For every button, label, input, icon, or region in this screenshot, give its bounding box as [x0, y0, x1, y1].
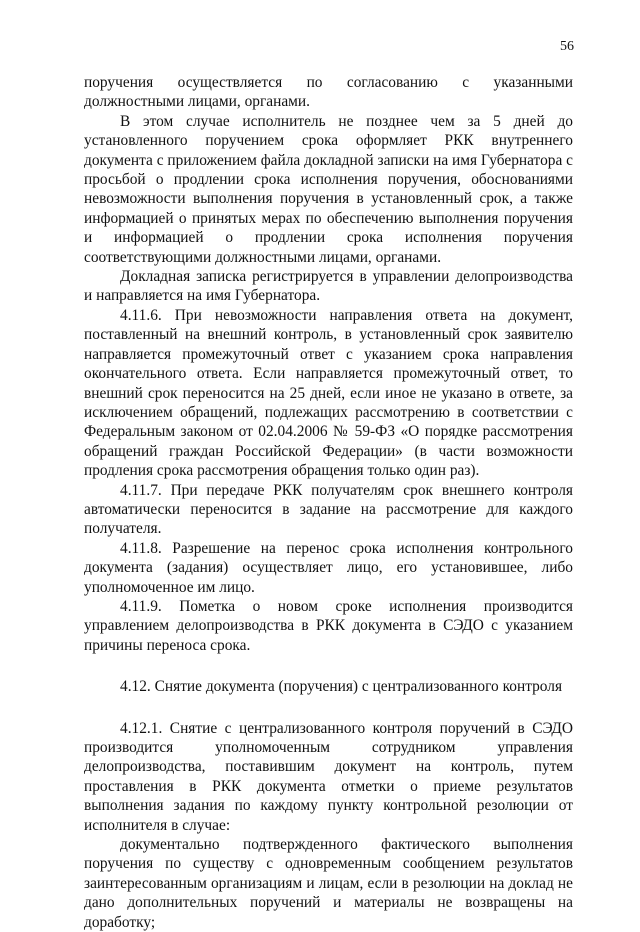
paragraph-4-11-7: 4.11.7. При передаче РКК получателям срок внешнего контроля автоматически переносится в задание на рассмотрение для каждого получателя.	[84, 481, 573, 538]
paragraph-documented-execution: документально подтвержденного фактического выполнения поручения по существу с одновременным сообщением результатов заинтересованным организациям и лицам, если в резолюции на доклад не дано дополнительных поручений и материалы не возвращены на доработку;	[84, 836, 573, 931]
paragraph-extension-request: В этом случае исполнитель не позднее чем за 5 дней до установленного поручением срока оформляет РКК внутреннего документа с приложением файла докладной записки на имя Губернатора с просьбой о продлении срока исполнения поручения, обоснованиями невозможности выполнения поручения в установленный срок, а также информацией о принятых мерах по обеспечению выполнения поручения и информацией о продлении срока исполнения поручения соответствующими должностными лицами, органами.	[84, 112, 573, 266]
paragraph-continuation: поручения осуществляется по согласованию с указанными должностными лицами, органами.	[84, 74, 573, 111]
document-body	[84, 73, 573, 932]
paragraph-4-12-1: 4.12.1. Снятие с централизованного контроля поручений в СЭДО производится уполномоченным сотрудником управления делопроизводства, поставившим документ на контроль, путем проставления в РКК документа отметки о приеме результатов выполнения задания по каждому пункту контрольной резолюции от исполнителя в случае:	[84, 719, 573, 834]
section-heading-4-12: 4.12. Снятие документа (поручения) с централизованного контроля	[120, 678, 563, 696]
paragraph-4-11-6: 4.11.6. При невозможности направления ответа на документ, поставленный на внешний контроль, в установленный срок заявителю направляется промежуточный ответ с указанием срока направления окончательного ответа. Если направляется промежуточный ответ, то внешний срок переносится на 25 дней, если иное не указано в ответе, за исключением обращений, подлежащих рассмотрению в соответствии с Федеральным законом от 02.04.2006 № 59-ФЗ «О порядке рассмотрения обращений граждан Российской Федерации» (в части возможности продления срока рассмотрения обращения только один раз).	[84, 306, 573, 480]
page-number: 56	[560, 39, 574, 54]
paragraph-4-11-8: 4.11.8. Разрешение на перенос срока исполнения контрольного документа (задания) осуществляет лицо, его установившее, либо уполномоченное им лицо.	[84, 539, 573, 596]
paragraph-4-11-9: 4.11.9. Пометка о новом сроке исполнения производится управлением делопроизводства в РКК документа в СЭДО с указанием причины переноса срока.	[84, 597, 573, 654]
paragraph-memo-registration: Докладная записка регистрируется в управлении делопроизводства и направляется на имя Губернатора.	[84, 268, 573, 305]
